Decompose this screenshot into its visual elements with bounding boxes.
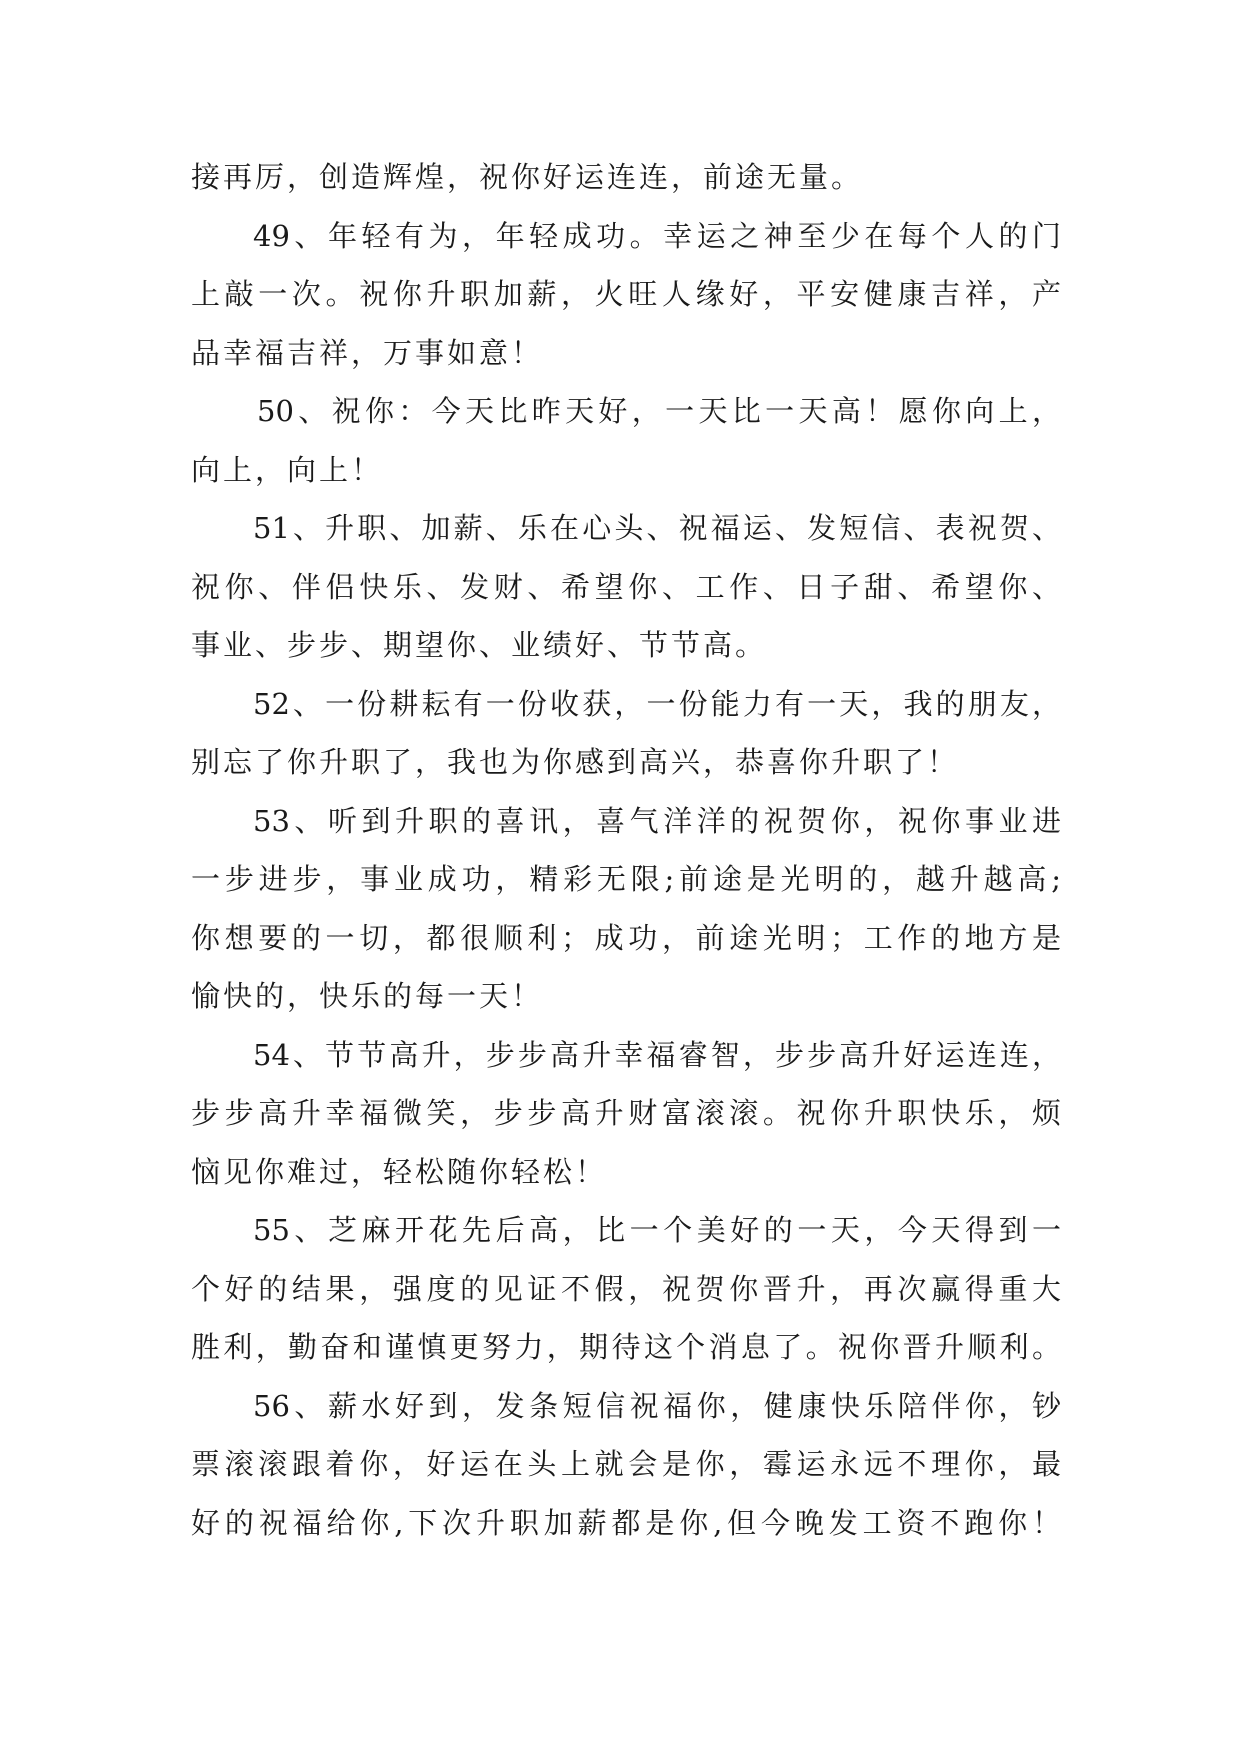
paragraph-54 xyxy=(191,1026,1061,1202)
text-line: 52、一份耕耘有一份收获，一份能力有一天，我的朋友， xyxy=(253,686,1061,721)
text-line: 50、祝你：今天比昨天好，一天比一天高！愿你向上， xyxy=(257,394,1061,428)
paragraph-56 xyxy=(191,1377,1061,1553)
text-line: 别忘了你升职了，我也为你感到高兴，恭喜你升职了！ xyxy=(191,745,960,779)
text-line: 祝你、伴侣快乐、发财、希望你、工作、日子甜、希望你、 xyxy=(191,569,1061,604)
text-line: 向上，向上！ xyxy=(191,452,384,487)
text-line: 好的祝福给你,下次升职加薪都是你,但今晚发工资不跑你！ xyxy=(191,1505,1061,1540)
text-line: 步步高升幸福微笑，步步高升财富滚滚。祝你升职快乐，烦 xyxy=(191,1096,1061,1130)
text-line: 品幸福吉祥，万事如意！ xyxy=(191,335,544,370)
paragraph-48-continuation xyxy=(191,148,1061,207)
text-line: 一步进步，事业成功，精彩无限;前途是光明的，越升越高; xyxy=(191,862,1061,896)
paragraph-51 xyxy=(191,499,1061,675)
text-line: 你想要的一切，都很顺利；成功，前途光明；工作的地方是 xyxy=(191,920,1061,955)
text-line: 56、薪水好到，发条短信祝福你，健康快乐陪伴你，钞 xyxy=(253,1388,1061,1423)
paragraph-55 xyxy=(191,1201,1061,1377)
paragraph-53 xyxy=(191,792,1061,1026)
text-line: 票滚滚跟着你，好运在头上就会是你，霉运永远不理你，最 xyxy=(191,1447,1061,1481)
text-line: 个好的结果，强度的见证不假，祝贺你晋升，再次赢得重大 xyxy=(191,1271,1061,1306)
text-line: 胜利，勤奋和谨慎更努力，期待这个消息了。祝你晋升顺利。 xyxy=(191,1330,1061,1364)
text-line: 51、升职、加薪、乐在心头、祝福运、发短信、表祝贺、 xyxy=(253,511,1061,545)
text-line: 上敲一次。祝你升职加薪，火旺人缘好，平安健康吉祥，产 xyxy=(191,277,1061,311)
text-line: 49、年轻有为，年轻成功。幸运之神至少在每个人的门 xyxy=(253,218,1061,253)
text-line: 恼见你难过，轻松随你轻松！ xyxy=(191,1154,608,1189)
text-line: 54、节节高升，步步高升幸福睿智，步步高升好运连连， xyxy=(253,1037,1061,1072)
text-line: 愉快的，快乐的每一天！ xyxy=(191,979,544,1013)
paragraph-49 xyxy=(191,207,1061,383)
document-body xyxy=(191,148,1061,1552)
text-line: 55、芝麻开花先后高，比一个美好的一天，今天得到一 xyxy=(253,1213,1061,1247)
text-line: 接再厉，创造辉煌，祝你好运连连，前途无量。 xyxy=(191,160,864,194)
text-line: 事业、步步、期望你、业绩好、节节高。 xyxy=(191,628,768,662)
paragraph-52 xyxy=(191,675,1061,792)
text-line: 53、听到升职的喜讯，喜气洋洋的祝贺你，祝你事业进 xyxy=(253,803,1061,838)
paragraph-50 xyxy=(191,382,1061,499)
